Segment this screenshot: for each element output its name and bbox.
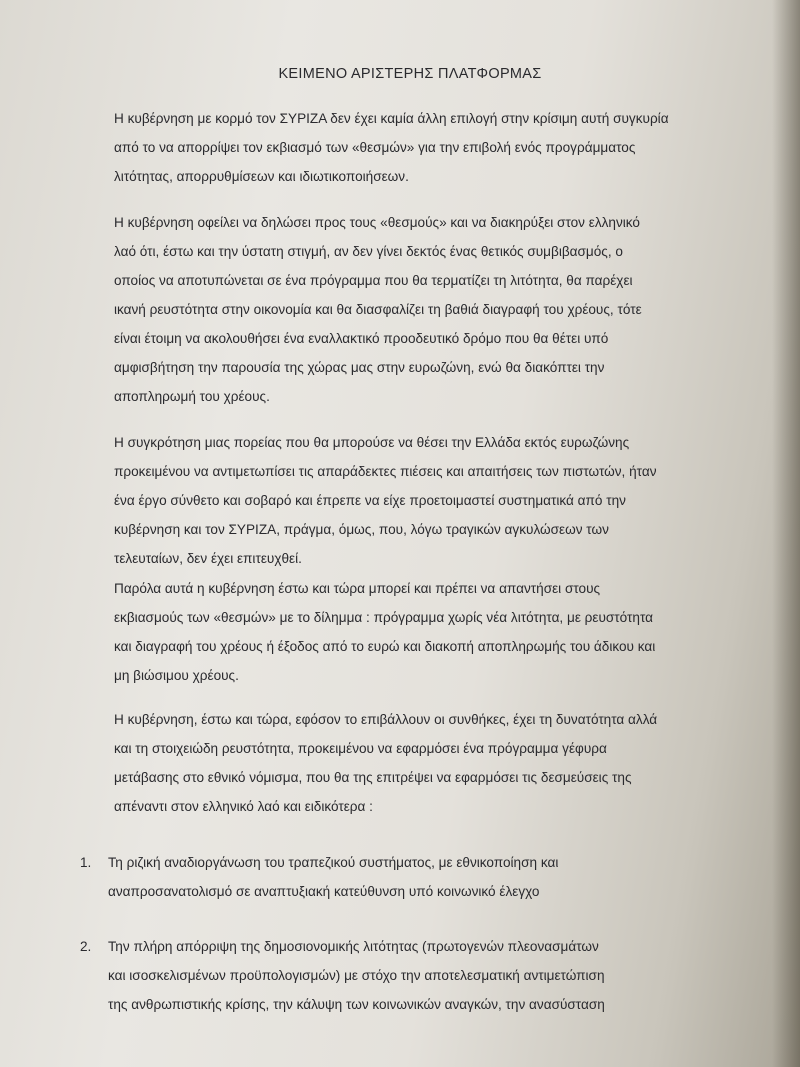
text-line: Τη ριζική αναδιοργάνωση του τραπεζικού συστήματος, με εθνικοποίηση και: [108, 855, 559, 870]
list-item: [80, 848, 680, 906]
text-line: οποίος να αποτυπώνεται σε ένα πρόγραμμα που θα τερματίζει τη λιτότητα, θα παρέχει: [114, 273, 633, 288]
text-line: απέναντι στον ελληνικό λαό και ειδικότερα :: [114, 799, 373, 814]
text-line: της ανθρωπιστικής κρίσης, την κάλυψη των κοινωνικών αναγκών, την ανασύσταση: [108, 997, 605, 1012]
text-line: και διαγραφή του χρέους ή έξοδος από το ευρώ και διακοπή αποπληρωμής του άδικου και: [114, 639, 656, 654]
paragraph-5: [114, 705, 670, 821]
text-line: Η κυβέρνηση με κορμό τον ΣΥΡΙΖΑ δεν έχει καμία άλλη επιλογή στην κρίσιμη αυτή συγκυρία: [114, 111, 669, 126]
text-line: κυβέρνηση και τον ΣΥΡΙΖΑ, πράγμα, όμως, που, λόγω τραγικών αγκυλώσεων των: [114, 522, 609, 537]
text-line: από το να απορρίψει τον εκβιασμό των «θεσμών» για την επιβολή ενός προγράμματος: [114, 140, 636, 155]
paragraph-1: [114, 104, 670, 191]
text-line: λιτότητας, απορρυθμίσεων και ιδιωτικοποιήσεων.: [114, 169, 409, 184]
text-line: Η κυβέρνηση οφείλει να δηλώσει προς τους «θεσμούς» και να διακηρύξει στον ελληνικό: [114, 215, 640, 230]
list-item-number: 2.: [80, 939, 92, 954]
text-line: ένα έργο σύνθετο και σοβαρό και έπρεπε να είχε προετοιμαστεί συστηματικά από την: [114, 493, 626, 508]
text-line: Την πλήρη απόρριψη της δημοσιονομικής λιτότητας (πρωτογενών πλεονασμάτων: [108, 939, 599, 954]
text-line: Η κυβέρνηση, έστω και τώρα, εφόσον το επιβάλλουν οι συνθήκες, έχει τη δυνατότητα αλλά: [114, 712, 658, 727]
paragraph-3: [114, 428, 670, 573]
text-line: και ισοσκελισμένων προϋπολογισμών) με στόχο την αποτελεσματική αντιμετώπιση: [108, 968, 605, 983]
text-line: ικανή ρευστότητα στην οικονομία και θα διασφαλίζει τη βαθιά διαγραφή του χρέους, τότε: [114, 302, 642, 317]
list-item-number: 1.: [80, 855, 92, 870]
text-line: είναι έτοιμη να ακολουθήσει ένα εναλλακτικό προοδευτικό δρόμο που θα θέτει υπό: [114, 331, 609, 346]
text-line: εκβιασμούς των «θεσμών» με το δίλημμα : πρόγραμμα χωρίς νέα λιτότητα, με ρευστότητα: [114, 610, 653, 625]
text-line: αποπληρωμή του χρέους.: [114, 389, 270, 404]
paragraph-4: [114, 574, 670, 690]
document-title: ΚΕΙΜΕΝΟ ΑΡΙΣΤΕΡΗΣ ΠΛΑΤΦΟΡΜΑΣ: [278, 66, 542, 82]
text-line: μη βιώσιμου χρέους.: [114, 668, 239, 683]
text-line: και τη στοιχειώδη ρευστότητα, προκειμένου να εφαρμόσει ένα πρόγραμμα γέφυρα: [114, 741, 607, 756]
text-line: τελευταίων, δεν έχει επιτευχθεί.: [114, 551, 302, 566]
text-line: αναπροσανατολισμό σε αναπτυξιακή κατεύθυνση υπό κοινωνικό έλεγχο: [108, 884, 540, 899]
text-line: Η συγκρότηση μιας πορείας που θα μπορούσε να θέσει την Ελλάδα εκτός ευρωζώνης: [114, 435, 630, 450]
text-line: μετάβασης στο εθνικό νόμισμα, που θα της επιτρέψει να εφαρμόσει τις δεσμεύσεις της: [114, 770, 632, 785]
text-line: αμφισβήτηση την παρουσία της χώρας μας στην ευρωζώνη, ενώ θα διακόπτει την: [114, 360, 605, 375]
text-line: προκειμένου να αντιμετωπίσει τις απαράδεκτες πιέσεις και απαιτήσεις των πιστωτών, ήταν: [114, 464, 657, 479]
paragraph-2: [114, 208, 670, 411]
list-item: [80, 932, 680, 1019]
text-line: λαό ότι, έστω και την ύστατη στιγμή, αν δεν γίνει δεκτός ένας θετικός συμβιβασμός, ο: [114, 244, 623, 259]
text-line: Παρόλα αυτά η κυβέρνηση έστω και τώρα μπορεί και πρέπει να απαντήσει στους: [114, 581, 601, 596]
